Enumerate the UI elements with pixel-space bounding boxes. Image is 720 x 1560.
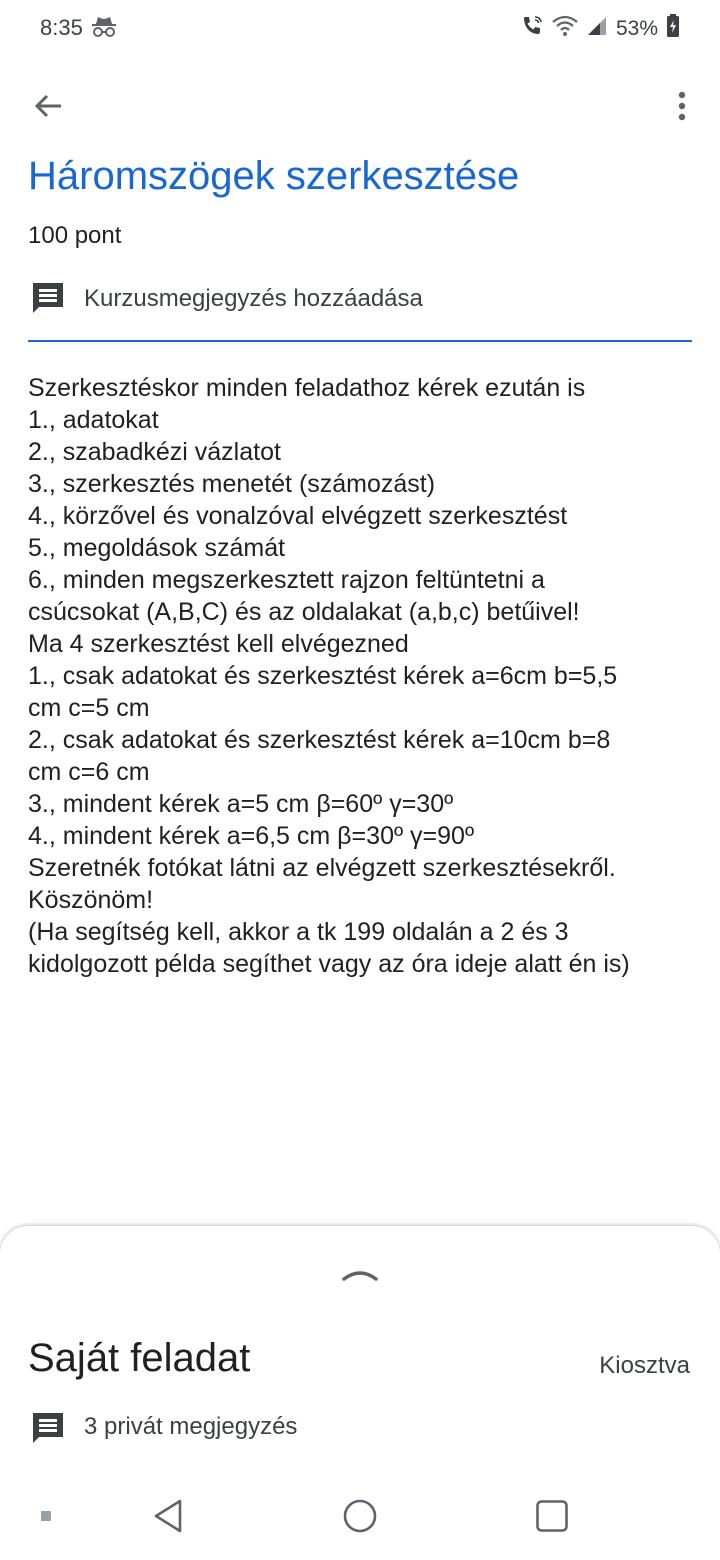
private-comments-link[interactable]	[28, 1406, 428, 1450]
back-button[interactable]	[22, 80, 74, 132]
description-line: 1., csak adatokat és szerkesztést kérek a=6cm b=5,5	[28, 662, 618, 690]
description-line: Szeretnék fotókat látni az elvégzett szerkesztésekről.	[28, 854, 616, 882]
description-line: 4., körzővel és vonalzóval elvégzett szerkesztést	[28, 502, 568, 530]
assignment-title: Háromszögek szerkesztése	[28, 154, 520, 198]
assignment-points: 100 pont	[28, 222, 122, 249]
incognito-icon	[90, 14, 118, 45]
add-class-comment[interactable]	[28, 276, 692, 342]
private-comments-label: 3 privát megjegyzés	[84, 1413, 298, 1440]
description-line: 3., szerkesztés menetét (számozást)	[28, 470, 436, 498]
add-class-comment-label: Kurzusmegjegyzés hozzáadása	[84, 285, 423, 312]
comment-icon	[30, 1410, 66, 1451]
wifi-icon	[552, 15, 578, 42]
description-line: Ma 4 szerkesztést kell elvégezned	[28, 630, 409, 658]
status-time: 8:35	[40, 15, 83, 40]
status-icons	[520, 14, 680, 43]
nav-back-button[interactable]	[146, 1494, 190, 1538]
description-line: cm c=5 cm	[28, 694, 150, 722]
navigation-bar	[0, 1472, 720, 1560]
expand-sheet-button[interactable]	[340, 1262, 380, 1286]
app-bar	[0, 70, 720, 136]
more-options-button[interactable]	[662, 80, 702, 132]
description-line: 3., mindent kérek a=5 cm β=60º γ=30º	[28, 790, 454, 818]
battery-percent: 53%	[615, 16, 658, 40]
chevron-up-icon	[342, 1267, 378, 1281]
description-line: Köszönöm!	[28, 886, 154, 914]
description-line: csúcsokat (A,B,C) és az oldalakat (a,b,c) betűivel!	[28, 598, 580, 626]
assignment-description	[28, 372, 698, 980]
circle-home-icon	[342, 1498, 378, 1534]
your-work-sheet[interactable]	[0, 1226, 720, 1472]
description-line: 6., minden megszerkesztett rajzon feltüntetni a	[28, 566, 545, 594]
description-line: 4., mindent kérek a=6,5 cm β=30º γ=90º	[28, 822, 475, 850]
wifi-calling-icon	[520, 14, 544, 43]
signal-icon	[586, 15, 608, 42]
nav-recents-button[interactable]	[530, 1494, 574, 1538]
nav-dot-button[interactable]	[24, 1494, 68, 1538]
more-vert-icon	[678, 91, 686, 121]
description-line: 5., megoldások számát	[28, 534, 286, 562]
square-dot-icon	[40, 1510, 52, 1522]
nav-home-button[interactable]	[338, 1494, 382, 1538]
assignment-status: Kiosztva	[599, 1352, 690, 1379]
description-line: cm c=6 cm	[28, 758, 150, 786]
comment-icon	[30, 280, 66, 321]
triangle-back-icon	[152, 1498, 184, 1534]
battery-icon	[666, 14, 680, 43]
arrow-back-icon	[33, 91, 63, 121]
description-line: kidolgozott példa segíthet vagy az óra ideje alatt én is)	[28, 950, 630, 978]
description-line: 2., csak adatokat és szerkesztést kérek a=10cm b=8	[28, 726, 611, 754]
status-bar	[0, 0, 720, 56]
description-line: 1., adatokat	[28, 406, 159, 434]
square-recents-icon	[535, 1499, 569, 1533]
description-line: Szerkesztéskor minden feladathoz kérek ezután is	[28, 374, 586, 402]
description-line: (Ha segítség kell, akkor a tk 199 oldalán a 2 és 3	[28, 918, 569, 946]
description-line: 2., szabadkézi vázlatot	[28, 438, 281, 466]
your-work-title: Saját feladat	[28, 1336, 251, 1380]
